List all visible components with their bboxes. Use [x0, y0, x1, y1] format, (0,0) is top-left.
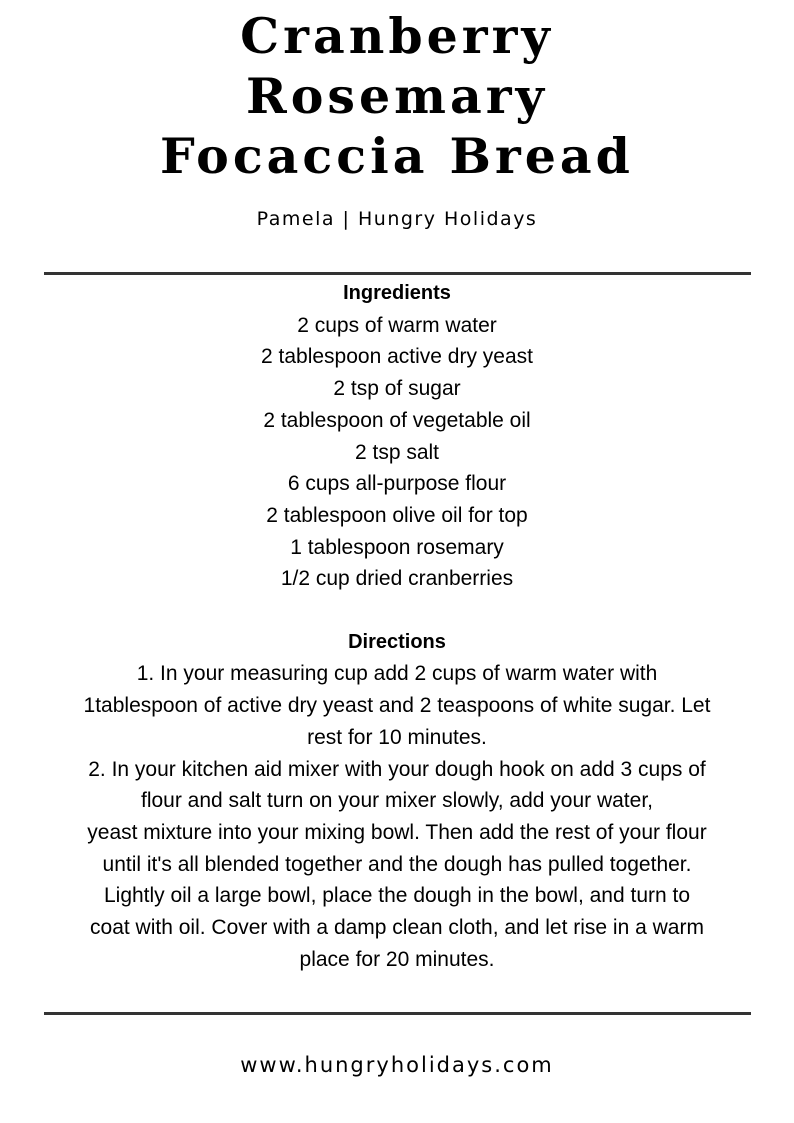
- direction-line: place for 20 minutes.: [299, 947, 495, 971]
- ingredient-item: 2 cups of warm water: [297, 313, 497, 337]
- directions-heading: Directions: [348, 630, 446, 653]
- direction-line: rest for 10 minutes.: [307, 725, 487, 749]
- direction-line: 2. In your kitchen aid mixer with your dough hook on add 3 cups of: [88, 757, 706, 781]
- title-line: Rosemary: [245, 67, 549, 125]
- ingredients-section: [30, 278, 764, 595]
- ingredient-item: 1 tablespoon rosemary: [290, 535, 504, 559]
- bottom-divider: [44, 1012, 751, 1015]
- recipe-title: [0, 6, 794, 186]
- recipe-body: [30, 278, 764, 975]
- top-divider: [44, 272, 751, 275]
- website-footer: www.hungryholidays.com: [240, 1053, 554, 1077]
- ingredient-item: 2 tablespoon olive oil for top: [266, 503, 528, 527]
- direction-line: until it's all blended together and the dough has pulled together.: [102, 852, 692, 876]
- ingredient-item: 6 cups all-purpose flour: [287, 472, 507, 496]
- directions-section: [30, 627, 764, 976]
- ingredients-heading: Ingredients: [343, 282, 451, 304]
- ingredient-item: 2 tsp of sugar: [333, 377, 461, 401]
- ingredient-item: 2 tablespoon active dry yeast: [261, 345, 533, 369]
- direction-line: coat with oil. Cover with a damp clean cloth, and let rise in a warm: [90, 916, 704, 940]
- direction-line: Lightly oil a large bowl, place the dough in the bowl, and turn to: [103, 884, 691, 908]
- direction-line: 1tablespoon of active dry yeast and 2 teaspoons of white sugar. Let: [83, 694, 711, 718]
- section-spacer: [30, 595, 764, 627]
- ingredient-item: 1/2 cup dried cranberries: [280, 567, 514, 591]
- ingredient-item: 2 tablespoon of vegetable oil: [263, 408, 531, 432]
- direction-line: 1. In your measuring cup add 2 cups of warm water with: [136, 662, 658, 686]
- ingredient-item: 2 tsp salt: [354, 440, 440, 464]
- direction-line: yeast mixture into your mixing bowl. Then add the rest of your flour: [87, 820, 707, 844]
- title-line: Focaccia Bread: [160, 127, 634, 185]
- author-byline: Pamela | Hungry Holidays: [256, 208, 538, 230]
- title-line: Cranberry: [240, 7, 554, 65]
- direction-line: flour and salt turn on your mixer slowly, add your water,: [140, 789, 653, 813]
